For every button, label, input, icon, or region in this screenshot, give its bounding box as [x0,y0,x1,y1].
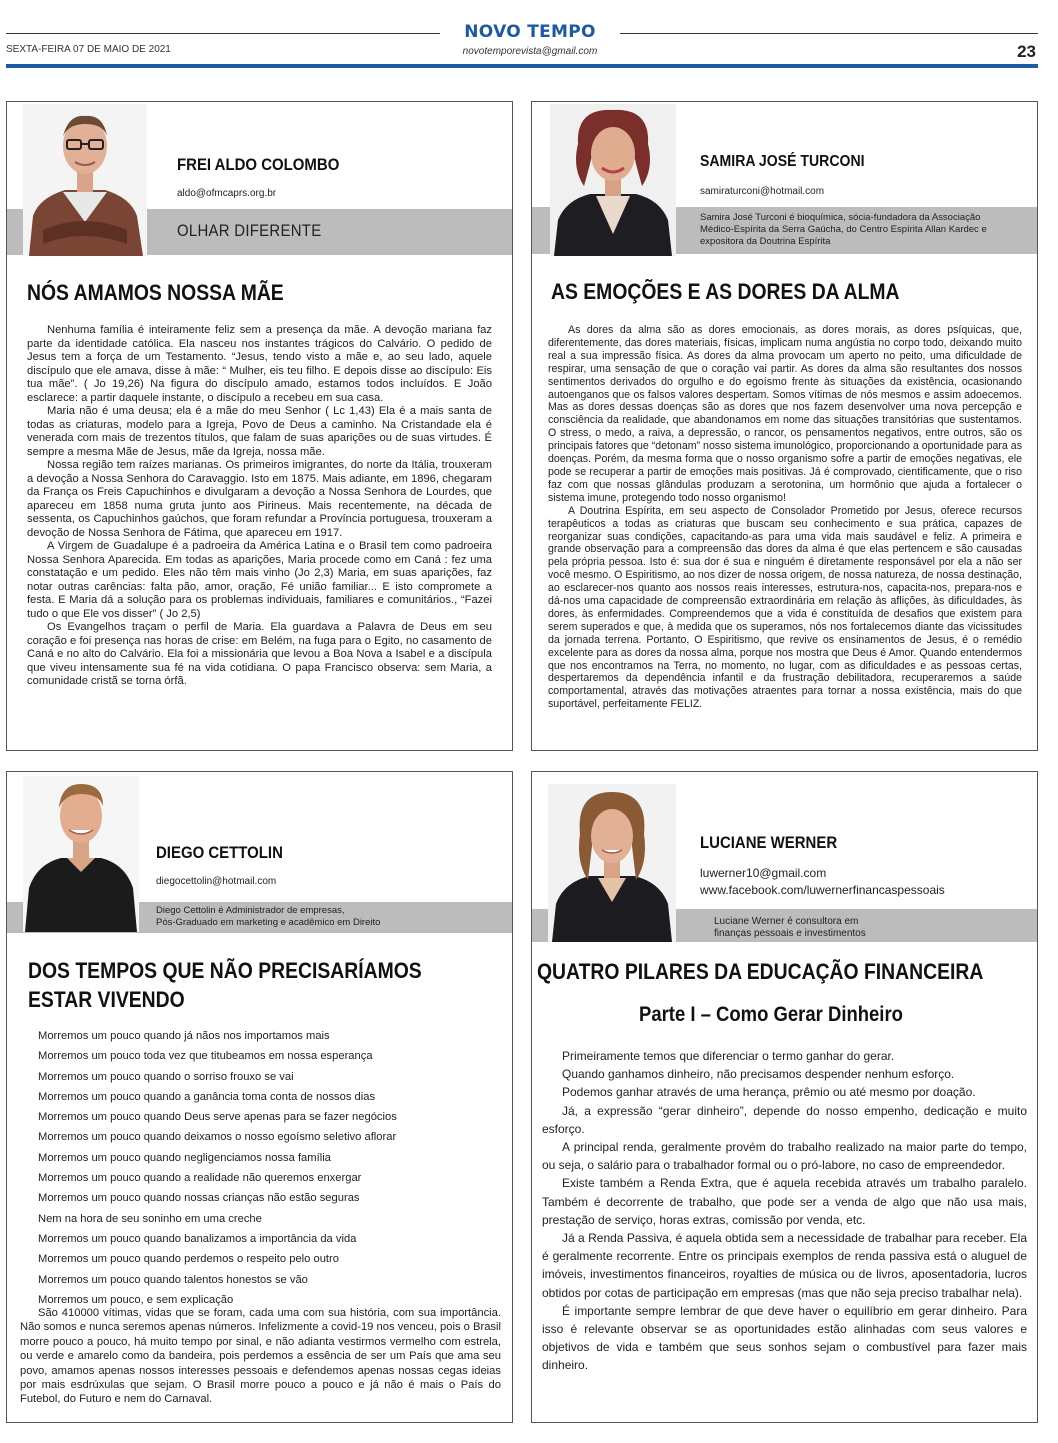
poem-line: Morremos um pouco quando já nãos nos importamos mais [38,1030,330,1042]
article-title-line: ESTAR VIVENDO [28,987,185,1012]
article-paragraph: Os Evangelhos traçam o perfil de Maria. Ela guardava a Palavra de Deus em seu coração e foi presença nas horas de crise: em Belém, na fuga para o Egito, no casamento de Caná e no alto do Calvário. Ela foi a missionária que levou a Boa Nova a Isabel e a discípula que viveu intensamente sua fé na vida cotidiana. O papa Francisco observa: sem Maria, a comunidade cristã se torna órfã. [27,621,492,687]
article-paragraph: Já, a expressão “gerar dinheiro”, depende do nosso empenho, dedicação e muito esforço. [542,1103,1027,1136]
author-name: LUCIANE WERNER [700,833,838,852]
article-paragraph: A Doutrina Espírita, em seu aspecto de Consolador Prometido por Jesus, oferece recursos terapêuticos a todas as criaturas que buscam seu conhecimento e sua prática, capazes de reorganizar suas condições, capacitando-as para uma vida mais saudável e feliz. A primeira e grande observação para a compreensão das dores da alma é que elas pertencem e são causadas pela própria pessoa. Isto é: sua dor é sua e ninguém é diretamente responsável por ela a não ser você mesmo. O Espiritismo, ao nos dizer de nossa origem, de nossa natureza, de nossa destinação, ao esclarecer-nos quanto aos nossos reais interesses, estrutura-nos, capacita-nos, prepara-nos e dá-nos uma capacidade de compreensão extraordinária em relação às aflições, às dificuldades, às dores, às enfermidades. Compreendemos que a vida é constituída de desafios que existem para serem superados e que, à medida que os superamos, nós nos fortalecemos diante das vicissitudes da jornada terrena. Portanto, O Espiritismo, que revive os ensinamentos de Jesus, é o remédio excelente para as dores da nossa alma, porque nos mostra que Deus é Amor. Quando entendermos que nos encontramos na Terra, no momento, no lugar, com as dificuldades e as pessoas certas, despertaremos da dependência infantil e da frustração debilitadora, recuperaremos a saúde comportamental, através das motivações atraentes para tornar a nossa existência, mais do que suportável, perfeitamente FELIZ. [548,504,1022,711]
poem-line: Morremos um pouco quando deixamos o nosso egoísmo seletivo aflorar [38,1131,397,1144]
author-photo-illustration [23,776,139,932]
article-title: NÓS AMAMOS NOSSA MÃE [27,280,284,305]
article-paragraph: Existe também a Renda Extra, que é aquela recebida através um trabalho paralelo. Também é decorrente de trabalho, que pode ser a venda de algo que não usa mais, prestação de serviço, horas extras, comissão por venda, etc. [542,1176,1027,1227]
article-paragraph: Nossa região tem raízes marianas. Os primeiros imigrantes, do norte da Itália, trouxeram a devoção a Nossa Senhora do Caravaggio. Isto em 1875. Mais adiante, em 1896, chegaram da França os Freis Capuchinhos e divulgaram a devoção a Nossa Senhora de Lourdes, que apareceu em 1858 numa gruta junto aos Pirineus. Mais recentemente, na década de sessenta, os Capuchinhos gaúchos, que foram refundar a Província portuguesa, trouxeram a devoção de Nossa Senhora de Fátima, que apareceu em 1917. [27,459,492,539]
author-bio-line: Pós-Graduado em marketing e acadêmico em Direito [156,917,381,928]
author-photo [23,104,147,256]
poem-line: Nem na hora de seu soninho em uma creche [38,1212,262,1225]
author-bio [714,916,1014,940]
article-paragraph: A Virgem de Guadalupe é a padroeira da América Latina e o Brasil tem como padroeira Nossa Senhora Aparecida. Em todas as aparições, Maria procede como em Caná : fez uma constatação e um pedido. Eles não têm mais vinho (Jo 2,3) Maria, em suas aparições, faz notar outras carências: falta pão, amor, oração, Fé união familiar... E isto compromete a festa. E Maria dá a solução para os problemas individuais, familiares e comunitários., “Fazei tudo o que Ele vos disser” ( Jo 2,5) [27,540,492,620]
author-email: aldo@ofmcaprs.org.br [177,188,277,199]
author-bio: Samira José Turconi é bioquímica, sócia-fundadora da Associação Médico-Espírita da Serra Gaúcha, do Centro Espírita Allan Kardec e expositora da Doutrina Espírita [700,212,987,247]
article-paragraph: Já a Renda Passiva, é aquela obtida sem a necessidade de trabalhar para receber. Ela é geralmente recorrente. Entre os principais exemplos de renda passiva está o aluguel de imóveis, investimentos financeiros, royalties de música ou de livros, aposentadoria, lucros obtidos por cotas de participação em empresas (mas que não seja preciso trabalhar nela). [542,1231,1027,1300]
author-photo [550,104,676,256]
poem-line: Morremos um pouco quando banalizamos a importância da vida [38,1232,357,1245]
author-name: FREI ALDO COLOMBO [177,155,340,174]
article-paragraph: A principal renda, geralmente provém do trabalho realizado na maior parte do tempo, ou seja, o salário para o trabalhador formal ou o pró-labore, no caso de empreendedor. [542,1140,1027,1173]
header-rule-left [6,33,440,34]
article-subtitle: Parte I – Como Gerar Dinheiro [639,1003,903,1026]
author-facebook: www.facebook.com/luwernerfinancaspessoais [700,883,945,897]
poem-line: Morremos um pouco quando o sorriso frouxo se vai [38,1070,294,1083]
author-name: SAMIRA JOSÉ TURCONI [700,153,865,170]
article-title-line: DOS TEMPOS QUE NÃO PRECISARÍAMOS [28,958,422,983]
article-title: AS EMOÇÕES E AS DORES DA ALMA [551,279,900,304]
article-title: QUATRO PILARES DA EDUCAÇÃO FINANCEIRA [537,959,984,984]
header-blue-rule [6,64,1038,68]
poem [38,1029,397,1313]
poem-line: Morremos um pouco, e sem explicação [38,1293,234,1306]
article-box-olhar-diferente [6,101,513,751]
author-name: DIEGO CETTOLIN [156,843,283,862]
masthead-email: novotemporevista@gmail.com [462,46,598,57]
article-body [542,1047,1027,1375]
article-paragraph: As dores da alma são as dores emocionais, as dores morais, as dores psíquicas, que, diferentemente, das dores materiais, físicas, implicam numa angústia no corpo todo, deixando muito real a sua impressão física. As dores da alma provocam um aperto no peito, uma dificuldade de respirar, uma sensação de que o coração vai partir. As dores da alma são resultantes dos nossos sentimentos derivados do orgulho e do egoísmo frente às situações da existência, ocasionando autoenganos que os falsos valores despertam. Somos vítimas de nós mesmos e assim adoecemos. Mas as dores dessas doenças são as dores que nos fazem desenvolver uma nova percepção e consciência da realidade, que abandonamos em nome das situações transitórias que sustentamos. O stress, o medo, a raiva, a depressão, o rancor, os pensamentos negativos, entre outros, são os principais fatores que “detonam” nosso sistema imunológico, proporcionando a oportunidade para as doenças. Porém, da mesma forma que o nosso organismo sofre a partir de emoções negativas, ele pode se recuperar a partir de emoções mais positivas. Já é comprovado, cientificamente, que o riso faz com que nossas glândulas produzam a serotonina, um hormônio que ajuda a fortalecer o sistema imune, protegendo todo nosso organismo! [548,324,1022,504]
author-email: samiraturconi@hotmail.com [700,186,825,197]
article-paragraph: Nenhuma família é inteiramente feliz sem a presença da mãe. A devoção mariana faz parte da identidade católica. Ela nasceu nos instantes trágicos do Calvário. O pedido de Jesus tem a força de um Testamento. “Jesus, tendo visto a mãe e, ao seu lado, aquele discípulo que ele amava, disse à mãe: “ Mulher, eis teu filho. E depois disse ao discípulo: Eis tua mãe”. ( Jo 19,26) Na figura do discípulo amado, estamos todos incluídos. E João esclarece: a partir daquele instante, o discípulo a recebeu em sua casa. [27,324,492,404]
poem-line: Morremos um pouco quando perdemos o respeito pelo outro [38,1253,339,1266]
poem-line: Morremos um pouco quando negligenciamos nossa família [38,1151,331,1164]
article-body [27,324,492,689]
author-email: luwerner10@gmail.com [700,866,827,880]
author-photo-illustration [548,784,676,942]
poem-line: Morremos um pouco quando a ganância toma conta de nossos dias [38,1090,376,1103]
column-name: OLHAR DIFERENTE [177,221,322,240]
article-paragraph: São 410000 vítimas, vidas que se foram, cada uma com sua história, com sua importância. Não somos e nunca seremos apenas números. Infelizmente a covid-19 nos venceu, pois o Brasil morre pouco a pouco, há muito tempo por sinal, e não adianta vestirmos vermelho com estrela, ou verde e amarelo como da bandeira, pois perdemos a essência de ser um País que ama seu povo, amamos apenas nossos interesses pessoais e defendemos apenas nossas cegas ideias por mais esdrúxulas que sejam. O Brasil morre pouco a pouco e já não é mais o País do Futebol, do Futuro e nem do Carnaval. [20,1307,501,1406]
issue-date: SEXTA-FEIRA 07 DE MAIO DE 2021 [6,44,171,55]
poem-line: Morremos um pouco quando Deus serve apenas para se fazer negócios [38,1111,397,1124]
article-paragraph: É importante sempre lembrar de que deve haver o equilíbrio em gerar dinheiro. Para isso é relevante observar se as oportunidades estão alinhadas com seus valores e objetivos de vida e também que seus sonhos sejam o combustível para fazer mais dinheiro. [542,1303,1027,1373]
article-paragraph: Podemos ganhar através de uma herança, prêmio ou até mesmo por doação. [562,1085,976,1100]
page-number: 23 [1017,42,1036,61]
author-bio-line: Diego Cettolin é Administrador de empresas, [156,905,345,916]
article-paragraph: Maria não é uma deusa; ela é a mãe do meu Senhor ( Lc 1,43) Ela é a mais santa de todas as criaturas, modelo para a Igreja, Povo de Deus a caminho. Na Cristandade ela é venerada com mais de trezentos títulos, que falam de suas aparições ou de suas virtudes. É sempre a mesma Mãe de Jesus, mãe da Igreja, nossa mãe. [27,405,492,458]
article-box-emocoes [531,101,1038,751]
article-paragraph: Primeiramente temos que diferenciar o termo ganhar do gerar. [562,1049,895,1063]
author-photo-illustration [550,104,676,256]
author-bio-line: Luciane Werner é consultora em [714,916,859,927]
article-body [548,324,1022,711]
author-email: diegocettolin@hotmail.com [156,876,277,887]
article-title [28,956,422,1014]
poem-line: Morremos um pouco toda vez que titubeamos em nossa esperança [38,1050,373,1063]
poem-line: Morremos um pouco quando nossas crianças não estão seguras [38,1192,360,1205]
poem-line: Morremos um pouco quando talentos honestos se vão [38,1273,308,1286]
poem-line: Morremos um pouco quando a realidade não queremos enxergar [38,1172,362,1185]
masthead-brand: NOVO TEMPO [464,22,596,42]
author-photo [548,784,676,942]
author-bio [156,905,496,929]
author-photo-illustration [23,104,147,256]
article-paragraph: Quando ganhamos dinheiro, não precisamos despender nenhum esforço. [562,1067,955,1082]
author-photo [23,776,139,932]
author-bio-line: finanças pessoais e investimentos [714,928,866,939]
header-rule-right [620,33,1038,34]
article-closing [20,1306,501,1407]
